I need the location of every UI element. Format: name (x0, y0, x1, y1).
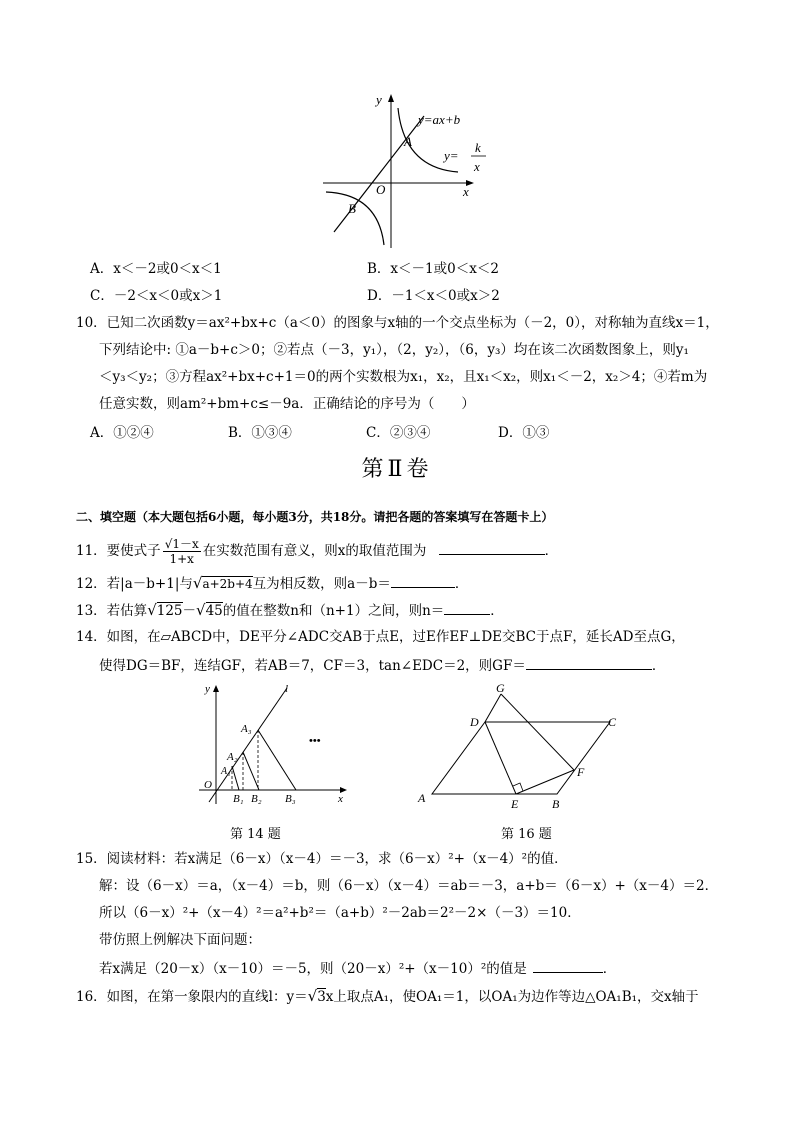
q11-denominator: 1+x (169, 552, 194, 566)
axis-x-label: x (463, 184, 469, 199)
q15-line-5-wrap (99, 958, 616, 978)
figure-hyperbola-line (318, 88, 498, 253)
q13-radicand-2: 45 (205, 603, 223, 619)
q9-option-a: A．x＜－2或0＜x＜1 (90, 261, 222, 277)
fig14-b1: B₁ (233, 793, 244, 805)
q16-pre: 16．如图，在第一象限内的直线l：y＝ (76, 989, 308, 1005)
q10-line-2: 下列结论中: ①a－b+c＞0；②若点（－3，y₁），（2，y₂），（6，y₃）均在该二次函数图象上，则y₁ (99, 342, 689, 358)
q16-radicand: 3 (317, 989, 326, 1005)
section-title: 第Ⅱ卷 (361, 457, 433, 482)
line-label: y=ax+b (418, 112, 461, 127)
fig14-b3: B₃ (285, 793, 296, 805)
q10-line-4: 任意实数，则am²+bm+c≤－9a．正确结论的序号为（ ） (99, 396, 475, 412)
q10-option-c: C．②③④ (366, 425, 431, 441)
fig14-x: x (338, 793, 343, 805)
q14-line-2: 使得DG＝BF，连结GF，若AB＝7，CF＝3，tan∠EDC＝2，则GF＝ (99, 658, 526, 674)
q11-numerator: √1－x (164, 537, 199, 551)
q10-option-a: A．①②④ (90, 425, 154, 441)
q10-line-3: ＜y₃＜y₂；③方程ax²+bx+c+1＝0的两个实数根为x₁，x₂，且x₁＜x₂，则x₁＜－2，x₂＞4；④若m为 (99, 369, 708, 385)
q15-line-1: 15．阅读材料：若x满足（6－x）（x－4）＝－3，求（6－x）²+（x－4）²的值． (76, 851, 568, 867)
figure-14-caption: 第 14 题 (230, 827, 281, 842)
q11-answer-blank[interactable] (439, 540, 545, 555)
q13: 13．若估算√125－√45的值在整数n和（n+1）之间，则n＝ ． (76, 601, 504, 619)
q13-radicand-1: 125 (156, 603, 183, 619)
q13-period: ． (490, 603, 504, 619)
origin-label: O (376, 182, 386, 197)
q11-post: 在实数范围有意义，则x的取值范围为 (202, 543, 427, 559)
hyperbola-den: x (474, 159, 480, 174)
q9-option-c: C．－2＜x＜0或x＞1 (90, 288, 223, 304)
section2-heading: 二、填空题（本大题包括6小题，每小题3分，共18分。请把各题的答案填写在答题卡上） (76, 510, 554, 524)
fig14-b2: B₂ (251, 793, 262, 805)
fig16-f: F (577, 765, 585, 779)
q13-pre: 13．若估算 (76, 603, 148, 619)
axis-y-label: y (376, 92, 382, 107)
q16-post: x上取点A₁，使OA₁＝1，以OA₁为边作等边△OA₁B₁，交x轴于 (325, 989, 699, 1005)
fig14-dots: ••• (309, 735, 321, 747)
q15-line-5: 若x满足（20－x）（x－10）＝－5，则（20－x）²+（x－10）²的值是 (99, 961, 527, 977)
fig14-a2: A₂ (227, 751, 238, 763)
q12-text-a: 12．若|a－b+1|与 (76, 576, 193, 592)
fig16-c: C (608, 715, 617, 729)
fig14-o: O (204, 779, 212, 791)
fig14-y: y (205, 683, 210, 695)
q12: 12．若|a－b+1|与√a+2b+4互为相反数，则a－b＝ ． (76, 574, 469, 592)
q11-period: ． (544, 543, 559, 559)
fig14-l: l (285, 683, 289, 695)
q14-line-1: 14．如图，在▱ABCD中，DE平分∠ADC交AB于点E，过E作EF⊥DE交BC于点F，延长AD至点G， (76, 629, 685, 645)
fig16-a: A (418, 791, 426, 805)
q14-period: ． (651, 658, 666, 674)
q12-answer-blank[interactable] (391, 573, 455, 588)
q15-period: ． (602, 961, 617, 977)
q9-option-d: D．－1＜x＜0或x＞2 (367, 288, 500, 304)
figure-16-caption: 第 16 题 (501, 827, 552, 842)
q16: 16．如图，在第一象限内的直线l：y＝√3x上取点A₁，使OA₁＝1，以OA₁为边作等边△OA₁B₁，交x轴于 (76, 987, 699, 1005)
fig16-d: D (470, 715, 479, 729)
hyperbola-label-prefix: y= (444, 148, 459, 163)
q10-option-b: B．①③④ (228, 425, 292, 441)
figure-16 (412, 682, 627, 810)
q10-option-d: D．①③ (498, 425, 550, 441)
q15-line-3: 所以（6－x）²+（x－4）²＝a²+b²＝（a+b）²－2ab＝2²－2×（－3）＝10． (99, 905, 581, 921)
q13-post: 的值在整数n和（n+1）之间，则n＝ (222, 603, 445, 619)
point-b-label: B (348, 201, 356, 216)
q13-answer-blank[interactable] (444, 600, 490, 615)
q14-line-2-wrap (99, 655, 665, 675)
q12-text-b: 互为相反数，则a－b＝ (252, 576, 391, 592)
q15-line-2: 解：设（6－x）＝a，（x－4）＝b，则（6－x）（x－4）＝ab＝－3，a+b＝（6－x）+（x－4）＝2． (99, 878, 719, 894)
point-a-label: A (404, 134, 412, 149)
fig14-a1: A₁ (221, 766, 231, 777)
q11 (76, 537, 558, 566)
q9-option-b: B．x＜－1或0＜x＜2 (367, 261, 499, 277)
q15-answer-blank[interactable] (533, 958, 603, 973)
q14-answer-blank[interactable] (526, 655, 652, 670)
q15-line-4: 带仿照上例解决下面问题： (99, 932, 261, 948)
q10-line-1: 10．已知二次函数y＝ax²+bx+c（a＜0）的图象与x轴的一个交点坐标为（－2，0），对称轴为直线x＝1， (76, 315, 719, 331)
hyperbola-num: k (475, 140, 481, 155)
figure-14 (195, 678, 355, 808)
q12-period: ． (454, 576, 469, 592)
q12-radicand: a+2b+4 (202, 577, 253, 591)
fig16-b: B (552, 797, 560, 810)
q11-pre: 11．要使式子 (76, 543, 161, 559)
fig14-a3: A₃ (241, 723, 252, 735)
fig16-g: G (496, 682, 505, 695)
fig16-e: E (511, 797, 519, 810)
